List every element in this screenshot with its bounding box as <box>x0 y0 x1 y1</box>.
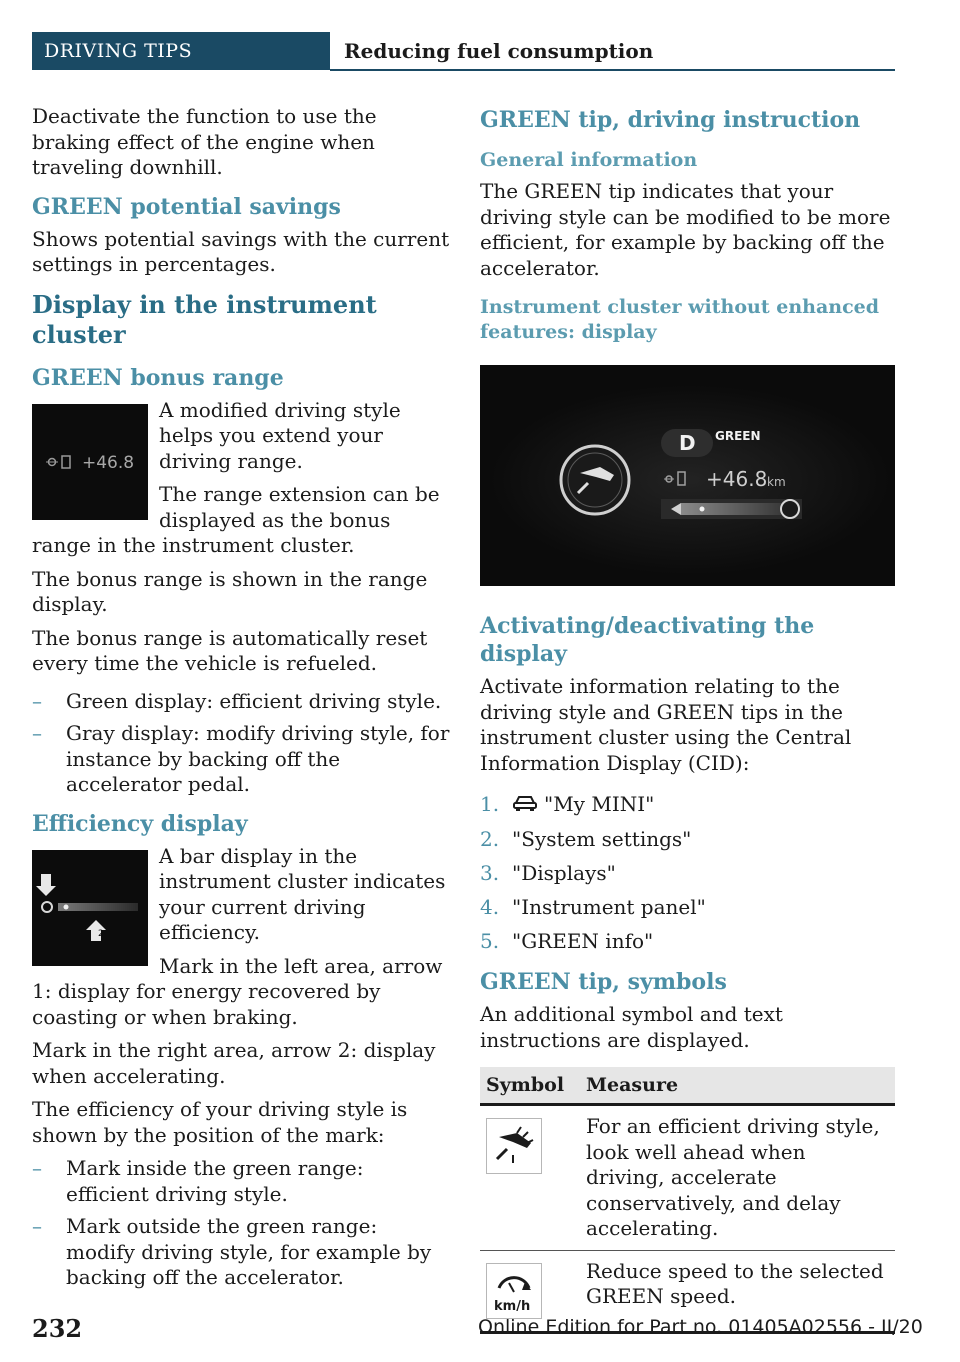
cluster-range-unit: km <box>767 475 786 489</box>
dash-marker: – <box>32 1156 42 1180</box>
instrument-cluster-image <box>480 365 895 586</box>
efficiency-list <box>32 1156 452 1291</box>
efficiency-paragraph-4: The efficiency of your driving style is shown by the position of the mark: <box>32 1097 408 1147</box>
dash-marker: – <box>32 721 42 745</box>
bonus-list <box>32 689 452 798</box>
step-text: "Instrument panel" <box>512 894 706 919</box>
step-text: "GREEN info" <box>512 928 654 953</box>
speedometer-icon <box>486 1263 542 1319</box>
cluster-display-graphic <box>480 365 895 586</box>
arrow-1-label: 1 <box>52 876 58 887</box>
efficiency-paragraph-3: Mark in the right area, arrow 2: display when accelerating. <box>32 1038 436 1088</box>
bonus-paragraph-1: A modified driving style helps you extend your driving range. <box>159 397 401 473</box>
display-cluster-heading: Display in the instrument cluster <box>32 289 377 349</box>
list-item: – Mark inside the green range: efficient driving style. <box>32 1156 364 1206</box>
general-info-text: The GREEN tip indicates that your driving style can be modified to be more efficient, for example by backing off the accelerator. <box>480 179 891 280</box>
step-text: "Displays" <box>512 860 616 885</box>
general-info-heading: General information <box>480 149 698 171</box>
chapter-title: Reducing fuel consumption <box>344 39 654 63</box>
bonus-range-image <box>32 404 148 520</box>
table-row <box>480 1105 895 1251</box>
arrow-2-label: 2 <box>98 928 104 939</box>
bonus-range-heading: GREEN bonus range <box>32 364 284 391</box>
symbols-table <box>480 1067 895 1334</box>
step-number: 1. <box>480 792 500 816</box>
efficiency-image <box>32 850 148 966</box>
efficiency-heading: Efficiency display <box>32 810 248 837</box>
car-icon <box>512 793 538 819</box>
section-tab: DRIVING TIPS <box>32 32 330 70</box>
list-item: – Gray display: modify driving style, for instance by backing off the accelerator pedal. <box>32 721 450 796</box>
tip-heading: GREEN tip, driving instruction <box>480 107 861 133</box>
bonus-paragraph-2: The range extension can be displayed as the bonus range in the instrument cluster. <box>32 482 440 557</box>
dash-marker: – <box>32 688 42 713</box>
green-tip-round-icon <box>561 446 629 514</box>
efficiency-bar-icon <box>32 850 148 966</box>
step-text: "System settings" <box>512 826 692 851</box>
cluster-display-heading: Instrument cluster without enhanced features: display <box>480 296 880 343</box>
bonus-range-value: +46.8 <box>82 452 135 473</box>
column-header-measure: Measure <box>580 1067 895 1105</box>
column-header-symbol: Symbol <box>480 1067 580 1105</box>
green-mode-label: GREEN <box>715 429 761 443</box>
speed-unit-label: km/h <box>494 1298 531 1314</box>
step-item <box>480 861 895 887</box>
activating-heading: Activating/deactivating the display <box>480 613 815 667</box>
list-item: – Green display: efficient driving style. <box>32 688 442 713</box>
settings-steps <box>480 792 895 954</box>
symbols-heading: GREEN tip, symbols <box>480 969 727 996</box>
dash-marker: – <box>32 1214 42 1238</box>
foot-pedal-icon <box>486 1118 542 1174</box>
efficiency-paragraph-2: Mark in the left area, arrow 1: display for energy recovered by coasting or when braking. <box>32 953 443 1029</box>
intro-paragraph: Deactivate the function to use the braking effect of the engine when traveling downhill. <box>32 104 377 179</box>
cluster-range-value: +46.8 <box>706 467 768 491</box>
step-number: 2. <box>480 826 500 851</box>
measure-cell: For an efficient driving style, look well ahead when driving, accelerate conservatively, and delay accelerating. <box>580 1105 895 1251</box>
right-column <box>480 104 895 1334</box>
measure-cell: Reduce speed to the selected GREEN speed. <box>580 1250 895 1332</box>
bonus-paragraph-3: The bonus range is shown in the range display. <box>32 566 428 616</box>
activating-text: Activate information relating to the driving style and GREEN tips in the instrument cluster using the Central Information Display (CID): <box>480 674 852 775</box>
list-item: – Mark outside the green range: modify driving style, for example by backing off the accelerator. <box>32 1214 432 1289</box>
potential-savings-text: Shows potential savings with the current settings in percentages. <box>32 226 450 276</box>
step-item <box>480 792 895 818</box>
gear-indicator: D <box>679 431 696 455</box>
step-number: 3. <box>480 860 500 885</box>
step-item <box>480 929 895 955</box>
page-number: 232 <box>32 1314 83 1343</box>
efficiency-paragraph-1: A bar display in the instrument cluster indicates your current driving efficiency. <box>159 843 446 944</box>
step-text: "My MINI" <box>544 792 655 816</box>
bonus-range-display-icon <box>32 404 148 520</box>
step-item <box>480 827 895 853</box>
step-item <box>480 895 895 921</box>
potential-savings-heading: GREEN potential savings <box>32 193 341 220</box>
bonus-paragraph-4: The bonus range is automatically reset every time the vehicle is refueled. <box>32 625 428 675</box>
edition-footer: Online Edition for Part no. 01405A02556 - II/20 <box>478 1316 923 1338</box>
step-number: 4. <box>480 894 500 919</box>
step-number: 5. <box>480 928 500 953</box>
symbols-text: An additional symbol and text instructions are displayed. <box>480 1002 783 1052</box>
header-rule <box>330 69 895 71</box>
page-header <box>32 32 895 72</box>
table-header-row <box>480 1067 895 1105</box>
left-column <box>32 104 452 1299</box>
